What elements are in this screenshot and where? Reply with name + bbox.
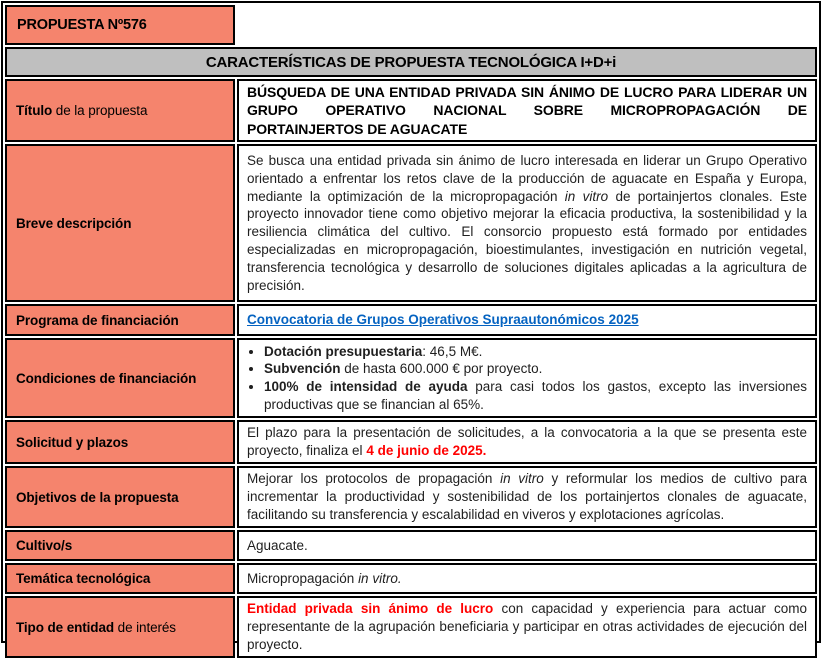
row-label-segment: Título — [16, 103, 56, 119]
paragraph-segment: in vitro — [564, 188, 609, 204]
bullet-item — [264, 360, 807, 378]
bullet-segment: 100% de intensidad de ayuda — [264, 379, 468, 395]
row-content-tematica — [237, 563, 817, 594]
row-label-cultivos — [5, 530, 235, 561]
row-content-breve — [237, 144, 817, 302]
row-content-cultivos — [237, 530, 817, 561]
bullet-segment: para casi todos los gastos, excepto las inversiones productivas que se financian al 65%. — [264, 379, 807, 413]
paragraph-segment: con capacidad y experiencia para actuar como representante de la agrupación beneficiaria y participar en otras actividades de ejecución del proyecto. — [247, 601, 807, 653]
proposal-number-cell — [5, 5, 235, 45]
paragraph-segment: El plazo para la presentación de solicitudes, a la convocatoria a la que se presenta este proyecto, finaliza el — [247, 425, 807, 459]
row-label-segment: Programa de financiación — [16, 312, 179, 328]
row-label-segment: Cultivo/s — [16, 538, 73, 554]
table-row-titulo — [5, 79, 817, 142]
row-label-segment: Temática tecnológica — [16, 571, 151, 587]
row-label-segment: Objetivos de la propuesta — [16, 489, 179, 505]
table-row-tipo — [5, 596, 817, 658]
row-label-segment: Breve descripción — [16, 215, 132, 231]
bullet-segment: : 46,5 M€. — [422, 343, 483, 359]
bullet-segment: de hasta 600.000 € por proyecto. — [340, 361, 543, 377]
row-label-programa — [5, 304, 235, 336]
paragraph-segment: Se busca una entidad privada sin ánimo de lucro interesada en liderar un Grupo Operativo orientado a enfrentar los retos clave de la producción de aguacate en España y Europa, mediante la optimización de la micropropagación — [247, 152, 807, 204]
table-row-solicitud — [5, 420, 817, 464]
bullet-item — [264, 378, 807, 414]
row-label-tipo — [5, 596, 235, 658]
title-segment: BÚSQUEDA DE UNA ENTIDAD PRIVADA SIN ÁNIMO DE LUCRO PARA LIDERAR UN GRUPO OPERATIVO NACIONAL SOBRE MICROPROPAGACIÓN DE PORTAINJERTOS DE AGUACATE — [247, 84, 807, 137]
row-content-titulo — [237, 79, 817, 142]
row-label-titulo — [5, 79, 235, 142]
table-row-condiciones — [5, 338, 817, 418]
paragraph-segment: in vitro. — [358, 570, 402, 586]
row-content-programa — [237, 304, 817, 336]
row-label-objetivos — [5, 466, 235, 528]
proposal-number-row — [5, 5, 817, 45]
bullet-segment: Dotación presupuestaria — [264, 343, 423, 359]
paragraph-segment: Micropropagación — [247, 570, 359, 586]
table-row-tematica — [5, 563, 817, 594]
row-label-segment: de la propuesta — [55, 103, 148, 119]
row-label-breve — [5, 144, 235, 302]
empty-cell — [237, 5, 817, 45]
row-label-tematica — [5, 563, 235, 594]
table-title-row — [5, 47, 817, 77]
row-label-condiciones — [5, 338, 235, 418]
row-content-solicitud — [237, 420, 817, 464]
table-row-programa — [5, 304, 817, 336]
row-content-objetivos — [237, 466, 817, 528]
table-title: CARACTERÍSTICAS DE PROPUESTA TECNOLÓGICA I+D+i — [205, 53, 617, 71]
row-content-condiciones — [237, 338, 817, 418]
table-row-objetivos — [5, 466, 817, 528]
row-label-segment: Condiciones de financiación — [16, 370, 197, 386]
funding-program-link[interactable]: Convocatoria de Grupos Operativos Supraautonómicos 2025 — [247, 312, 639, 328]
paragraph-segment: Mejorar los protocolos de propagación — [247, 471, 501, 487]
paragraph-segment: de portainjertos clonales. Este proyecto innovador tiene como objetivo mejorar la eficacia productiva, la sostenibilidad y la resiliencia climática del cultivo. El consorcio propuesto está formado por entidades especializadas en micropropagación, bioestimulantes, investigación en nutrición vegetal, transferencia tecnológica y desarrollo de soluciones digitales aplicadas a la agricultura de precisión. — [247, 188, 807, 294]
proposal-sheet — [1, 1, 821, 653]
row-label-solicitud — [5, 420, 235, 464]
paragraph-segment: Aguacate. — [247, 537, 308, 553]
paragraph-segment: in vitro — [500, 471, 544, 487]
paragraph-segment: 4 de junio de 2025. — [366, 443, 487, 459]
bullet-segment: Subvención — [264, 361, 341, 377]
proposal-table — [3, 3, 819, 660]
row-label-segment: Solicitud y plazos — [16, 434, 129, 450]
row-label-segment: Tipo de entidad — [16, 619, 115, 635]
paragraph-segment: Entidad privada sin ánimo de lucro — [247, 601, 494, 617]
table-row-cultivos — [5, 530, 817, 561]
table-title-cell — [5, 47, 817, 77]
row-content-tipo — [237, 596, 817, 658]
bullet-item — [264, 343, 807, 361]
paragraph-segment: y reformular los medios de cultivo para incrementar la productividad y sostenibilidad de los portainjertos clonales de aguacate, facilitando su transferencia y escalabilidad en viveros y explotaciones agrícolas. — [247, 471, 807, 523]
bullet-list — [247, 343, 807, 415]
table-row-breve — [5, 144, 817, 302]
row-label-segment: de interés — [114, 619, 176, 635]
proposal-number: PROPUESTA Nº576 — [17, 17, 147, 33]
